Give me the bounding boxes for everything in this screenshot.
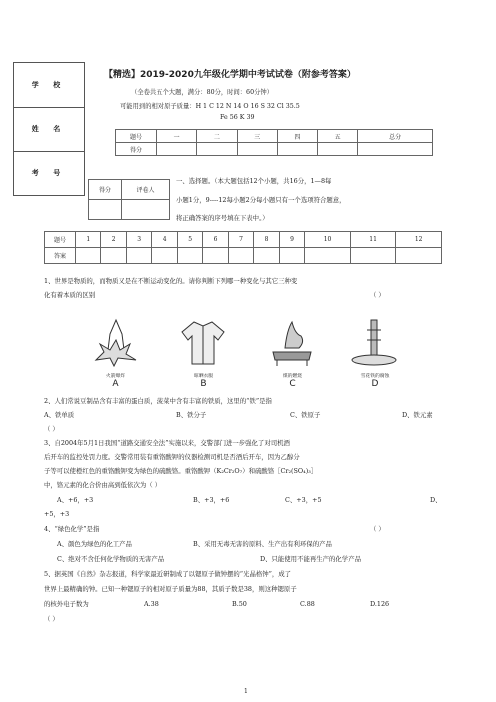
question-number-cell: 5 [177, 232, 202, 248]
q1-option-a[interactable] [88, 316, 143, 388]
q5-line-3: 的核外电子数为 [44, 600, 89, 608]
q2-option-a: A、铁单质 [44, 411, 75, 419]
q3-line-1: 3、自2004年5月1日我国“道路交通安全法”实施以来，交警部门进一步强化了对司机酒 [44, 439, 290, 447]
score-table [115, 129, 433, 156]
section-1-instruction-line-3: 将正确答案的序号填在下表中。） [176, 214, 269, 222]
q1-line-2: 化有着本质的区别 [44, 291, 96, 299]
q3-line-2: 后开车的监控处罚力度。交警常用装有重铬酸钾的仪器检测司机是否酒后开车，因为乙醇分 [44, 453, 300, 461]
score-cell[interactable] [157, 143, 197, 156]
q5-answer-bracket: （ ） [44, 615, 59, 623]
score-table-header-row [116, 130, 433, 143]
q5-line-1: 5、据英国《自然》杂志报道，科学家最近研制成了以锶原子做钟摆的“光晶格钟”，成了 [44, 570, 292, 578]
score-header-cell: 题号 [116, 130, 157, 143]
score-cell[interactable] [358, 143, 433, 156]
q1-option-c[interactable] [265, 316, 320, 388]
q2-option-d: D、铁元素 [402, 411, 433, 419]
name-label: 姓 名 [14, 107, 84, 152]
answer-table [44, 231, 442, 264]
shirt-icon [176, 316, 231, 368]
q3-option-c: C、+3，+5 [285, 496, 322, 504]
answer-header-label: 题号 [45, 232, 76, 248]
answer-row-label: 答案 [45, 248, 76, 264]
q2-option-b: B、铁分子 [176, 411, 207, 419]
q2-line-1: 2、人们常说豆制品含有丰富的蛋白质，菠菜中含有丰富的铁质，这里的“铁”是指 [44, 397, 272, 405]
answer-cell[interactable] [305, 248, 351, 264]
q2-answer-bracket: （ ） [44, 425, 59, 433]
scorer-grader-cell[interactable] [121, 200, 169, 220]
score-header-cell: 总分 [358, 130, 433, 143]
question-number-cell: 4 [152, 232, 177, 248]
page-number: 1 [244, 688, 248, 695]
q1-letter-a: A [112, 379, 119, 389]
q4-line-1: 4、“绿色化学”是指 [44, 525, 100, 533]
q3-line-4: 中，铬元素的化合价由高到低依次为（ ） [44, 481, 162, 489]
question-number-cell: 11 [350, 232, 396, 248]
question-number-cell: 6 [203, 232, 228, 248]
scorer-grader-label: 评卷人 [121, 180, 169, 200]
score-header-cell: 一 [157, 130, 197, 143]
question-number-cell: 2 [101, 232, 126, 248]
score-table-score-row [116, 143, 433, 156]
answer-table-header-row [45, 232, 442, 248]
exam-number-label: 考 号 [31, 168, 67, 177]
answer-cell[interactable] [76, 248, 101, 264]
score-header-cell: 四 [277, 130, 317, 143]
score-cell[interactable] [277, 143, 317, 156]
q5-option-b: B.50 [232, 600, 247, 608]
answer-cell[interactable] [279, 248, 304, 264]
rocket-explosion-icon [88, 316, 143, 368]
q4-option-d: D、只能使用不能再生产的化学产品 [260, 555, 361, 563]
q5-option-a: A.38 [144, 600, 159, 608]
q3-line-3: 子等可以使橙红色的重铬酸钾变为绿色的硫酸铬。重铬酸钾（K₂Cr₂O₇）和硫酸铬［Cr₂(SO₄)₃］ [44, 467, 318, 475]
question-number-cell: 9 [279, 232, 304, 248]
coal-burning-icon [265, 316, 320, 368]
scorer-score-cell[interactable] [89, 200, 122, 220]
rusting-iron-icon [345, 316, 405, 368]
question-number-cell: 12 [396, 232, 442, 248]
question-number-cell: 1 [76, 232, 101, 248]
q4-option-c: C、绝对不含任何化学物质的无害产品 [57, 555, 165, 563]
school-label: 学 校 [14, 63, 84, 108]
q1-caption-c: 煤的燃烧 [282, 374, 303, 379]
q1-caption-b: 晾晒衣服 [193, 374, 214, 379]
q1-letter-d: D [371, 379, 379, 389]
score-row-label: 得分 [116, 143, 157, 156]
q1-option-d[interactable] [345, 316, 405, 388]
q4-option-a: A、颜色为绿色的化工产品 [57, 540, 132, 548]
score-cell[interactable] [237, 143, 277, 156]
q1-caption-d: 雪花铁的腐蚀 [360, 374, 390, 379]
atomic-mass-line-1: 可能用到的相对原子质量：H 1 C 12 N 14 O 16 S 32 Cl 35.5 [120, 103, 300, 110]
question-number-cell: 7 [228, 232, 253, 248]
answer-cell[interactable] [396, 248, 442, 264]
scorer-table [88, 179, 170, 220]
section-1-instruction-line-2: 小题1分，9----12每小题2分每小题只有一个选项符合题意， [176, 196, 346, 204]
answer-cell[interactable] [152, 248, 177, 264]
q1-letter-b: B [200, 379, 207, 389]
score-cell[interactable] [318, 143, 358, 156]
question-number-cell: 10 [305, 232, 351, 248]
q3-option-d-wrap: +5，+3 [44, 510, 70, 518]
q1-caption-a: 火箭爆炸 [105, 374, 126, 379]
q4-option-b: B、采用无毒无害的原料、生产出有利环保的产品 [193, 540, 332, 548]
q1-option-b[interactable] [176, 316, 231, 388]
answer-table-answer-row [45, 248, 442, 264]
q3-option-b: B、+3，+6 [193, 496, 230, 504]
q5-line-2: 世界上最精确的钟。已知一种锶原子的相对原子质量为88，其质子数是38，则这种锶原子 [44, 585, 297, 593]
q5-option-c: C.88 [300, 600, 315, 608]
answer-cell[interactable] [350, 248, 396, 264]
question-number-cell: 8 [254, 232, 279, 248]
answer-cell[interactable] [228, 248, 253, 264]
q1-answer-bracket: （ ） [370, 291, 385, 299]
answer-cell[interactable] [254, 248, 279, 264]
score-cell[interactable] [197, 143, 237, 156]
question-number-cell: 3 [126, 232, 151, 248]
scorer-score-label: 得分 [89, 180, 122, 200]
q2-option-c: C、铁原子 [290, 411, 321, 419]
q3-option-d: D、 [430, 496, 442, 504]
score-header-cell: 二 [197, 130, 237, 143]
exam-subtitle: （全卷共五个大题，满分：80分，时间：60分钟） [131, 89, 273, 96]
q5-option-d: D.126 [370, 600, 390, 608]
score-header-cell: 五 [318, 130, 358, 143]
answer-cell[interactable] [177, 248, 202, 264]
section-1-instruction-line-1: 一、选择题。（本大题包括12个小题，共16分，1—8每 [176, 177, 332, 185]
q1-letter-c: C [289, 379, 296, 389]
q3-option-a: A、+6，+3 [57, 496, 94, 504]
student-info-box [13, 62, 85, 196]
q4-answer-bracket: （ ） [370, 525, 385, 533]
answer-cell[interactable] [101, 248, 126, 264]
atomic-mass-line-2: Fe 56 K 39 [220, 114, 255, 121]
page-title: 【精选】2019-2020九年级化学期中考试试卷（附参考答案） [104, 70, 356, 80]
score-header-cell: 三 [237, 130, 277, 143]
answer-cell[interactable] [126, 248, 151, 264]
answer-cell[interactable] [203, 248, 228, 264]
q1-line-1: 1、世界是物质的，而物质又是在不断运动变化的。请你判断下列哪一种变化与其它三种变 [44, 277, 298, 285]
